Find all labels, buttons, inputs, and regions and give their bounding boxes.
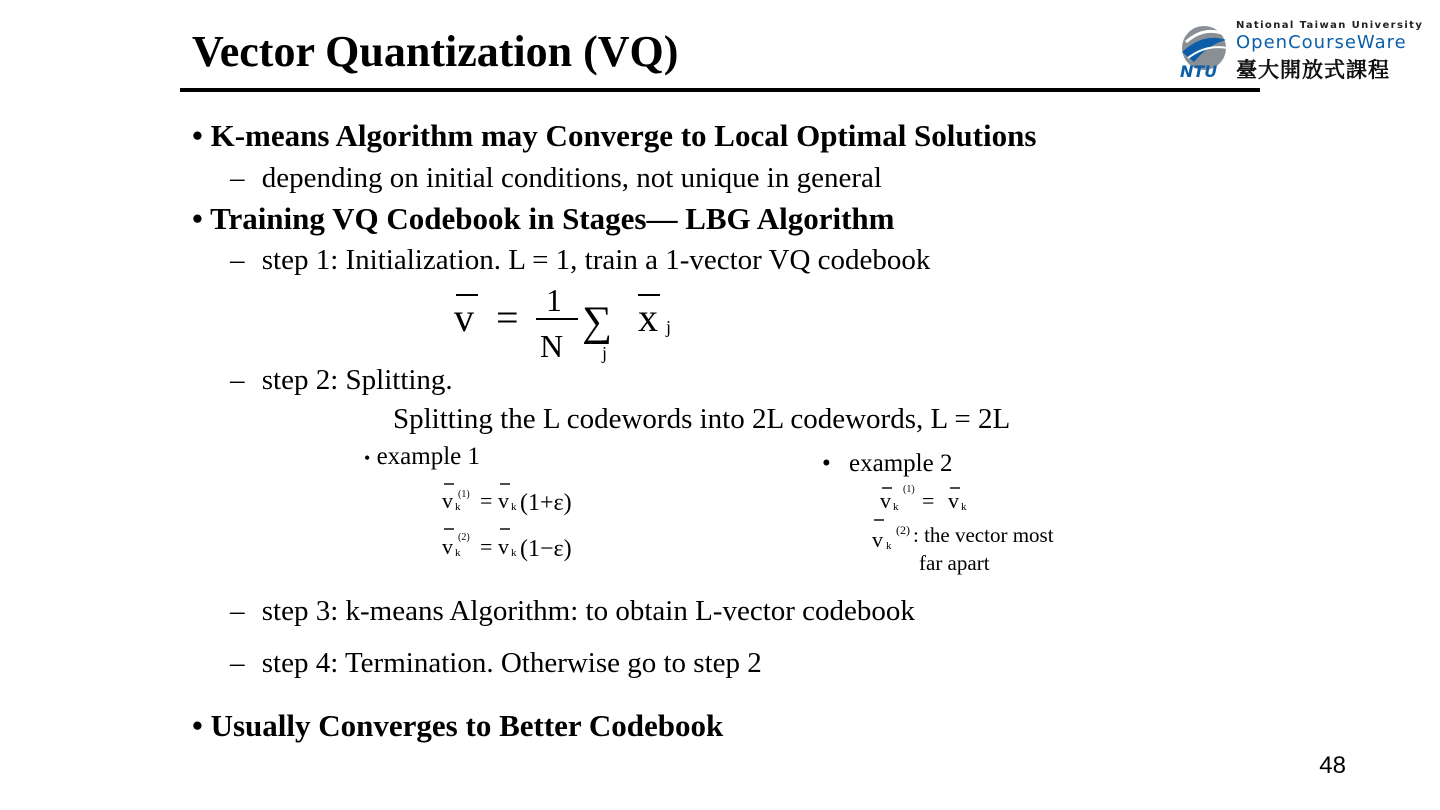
svg-text:(2): (2) [896, 523, 910, 537]
dash-marker: – [230, 162, 245, 194]
svg-text:v: v [948, 488, 959, 513]
svg-text:=: = [480, 534, 493, 559]
ntu-ocw-logo [1174, 20, 1424, 82]
formula-var: x [638, 295, 658, 340]
svg-text:=: = [496, 295, 519, 340]
bullet-marker: • [192, 118, 203, 153]
svg-text:(1): (1) [458, 489, 470, 500]
step2-detail: Splitting the L codewords into 2L codewords, L = 2L [393, 403, 1011, 435]
formula-numerator: 1 [546, 283, 562, 318]
formula-denominator: N [540, 328, 564, 364]
svg-text:k: k [893, 501, 899, 513]
bullet-kmeans-text: K-means Algorithm may Converge to Local Optimal Solutions [210, 118, 1037, 153]
bullet-marker: • [822, 450, 831, 477]
step2-text: step 2: Splitting. [261, 364, 453, 396]
svg-text:v: v [442, 534, 453, 559]
mean-vector-formula [450, 283, 690, 373]
bullet-marker: • [192, 708, 203, 743]
bullet-kmeans [192, 118, 1036, 154]
svg-text:(1+ε): (1+ε) [520, 490, 572, 516]
bullet-marker: • [364, 448, 371, 468]
svg-text:k: k [455, 501, 461, 513]
step1-text: step 1: Initialization. L = 1, train a 1-vector VQ codebook [261, 244, 931, 276]
svg-text:v: v [442, 488, 453, 513]
example2-note-line2: far apart [919, 551, 990, 575]
bullet-lbg [192, 201, 894, 237]
step3 [230, 594, 915, 628]
bullet-marker: • [192, 201, 203, 236]
title-divider [180, 88, 1260, 92]
sub-bullet-initial-text: depending on initial conditions, not unique in general [261, 162, 882, 194]
svg-text:k: k [886, 540, 892, 552]
bullet-converges [192, 708, 723, 744]
example1 [364, 442, 480, 473]
logo-chinese: 臺大開放式課程 [1236, 58, 1390, 82]
bullet-lbg-text: Training VQ Codebook in Stages― LBG Algorithm [210, 201, 895, 236]
bullet-converges-text: Usually Converges to Better Codebook [210, 708, 724, 743]
logo-brand: OpenCourseWare [1236, 32, 1407, 53]
svg-text:(1): (1) [903, 484, 915, 495]
svg-text:v: v [872, 527, 883, 552]
dash-marker: – [230, 595, 245, 627]
svg-text:k: k [455, 547, 461, 559]
svg-text:k: k [961, 501, 967, 513]
dash-marker: – [230, 244, 245, 276]
formula-sigma-sub: j [602, 343, 608, 363]
logo-abbr: NTU [1180, 62, 1218, 81]
dash-marker: – [230, 647, 245, 679]
formula-var-sub: j [666, 317, 672, 337]
svg-text:(2): (2) [458, 532, 470, 543]
svg-text:=: = [480, 488, 493, 513]
dash-marker: – [230, 364, 245, 396]
step1 [230, 243, 930, 277]
example2-text: example 2 [849, 450, 953, 477]
svg-text:v: v [880, 488, 891, 513]
step2 [230, 363, 453, 397]
svg-text:k: k [511, 547, 517, 559]
formula-sigma: ∑ [582, 299, 612, 345]
step4 [230, 646, 762, 680]
svg-text:k: k [511, 501, 517, 513]
svg-text:=: = [922, 488, 935, 513]
logo-university: National Taiwan University [1236, 20, 1424, 31]
step3-text: step 3: k-means Algorithm: to obtain L-vector codebook [261, 595, 915, 627]
step4-text: step 4: Termination. Otherwise go to step 2 [261, 647, 762, 679]
svg-text:v: v [498, 488, 509, 513]
formula-lhs: v [454, 295, 474, 340]
example2-formula [870, 480, 1010, 560]
example2 [822, 449, 952, 479]
page-number: 48 [1319, 752, 1346, 779]
svg-text:(1−ε): (1−ε) [520, 536, 572, 562]
example1-text: example 1 [376, 443, 480, 470]
example2-note-line1: : the vector most [913, 523, 1054, 547]
example1-formula [440, 478, 600, 568]
slide-title: Vector Quantization (VQ) [192, 27, 679, 76]
sub-bullet-initial [230, 161, 882, 195]
svg-text:v: v [498, 534, 509, 559]
